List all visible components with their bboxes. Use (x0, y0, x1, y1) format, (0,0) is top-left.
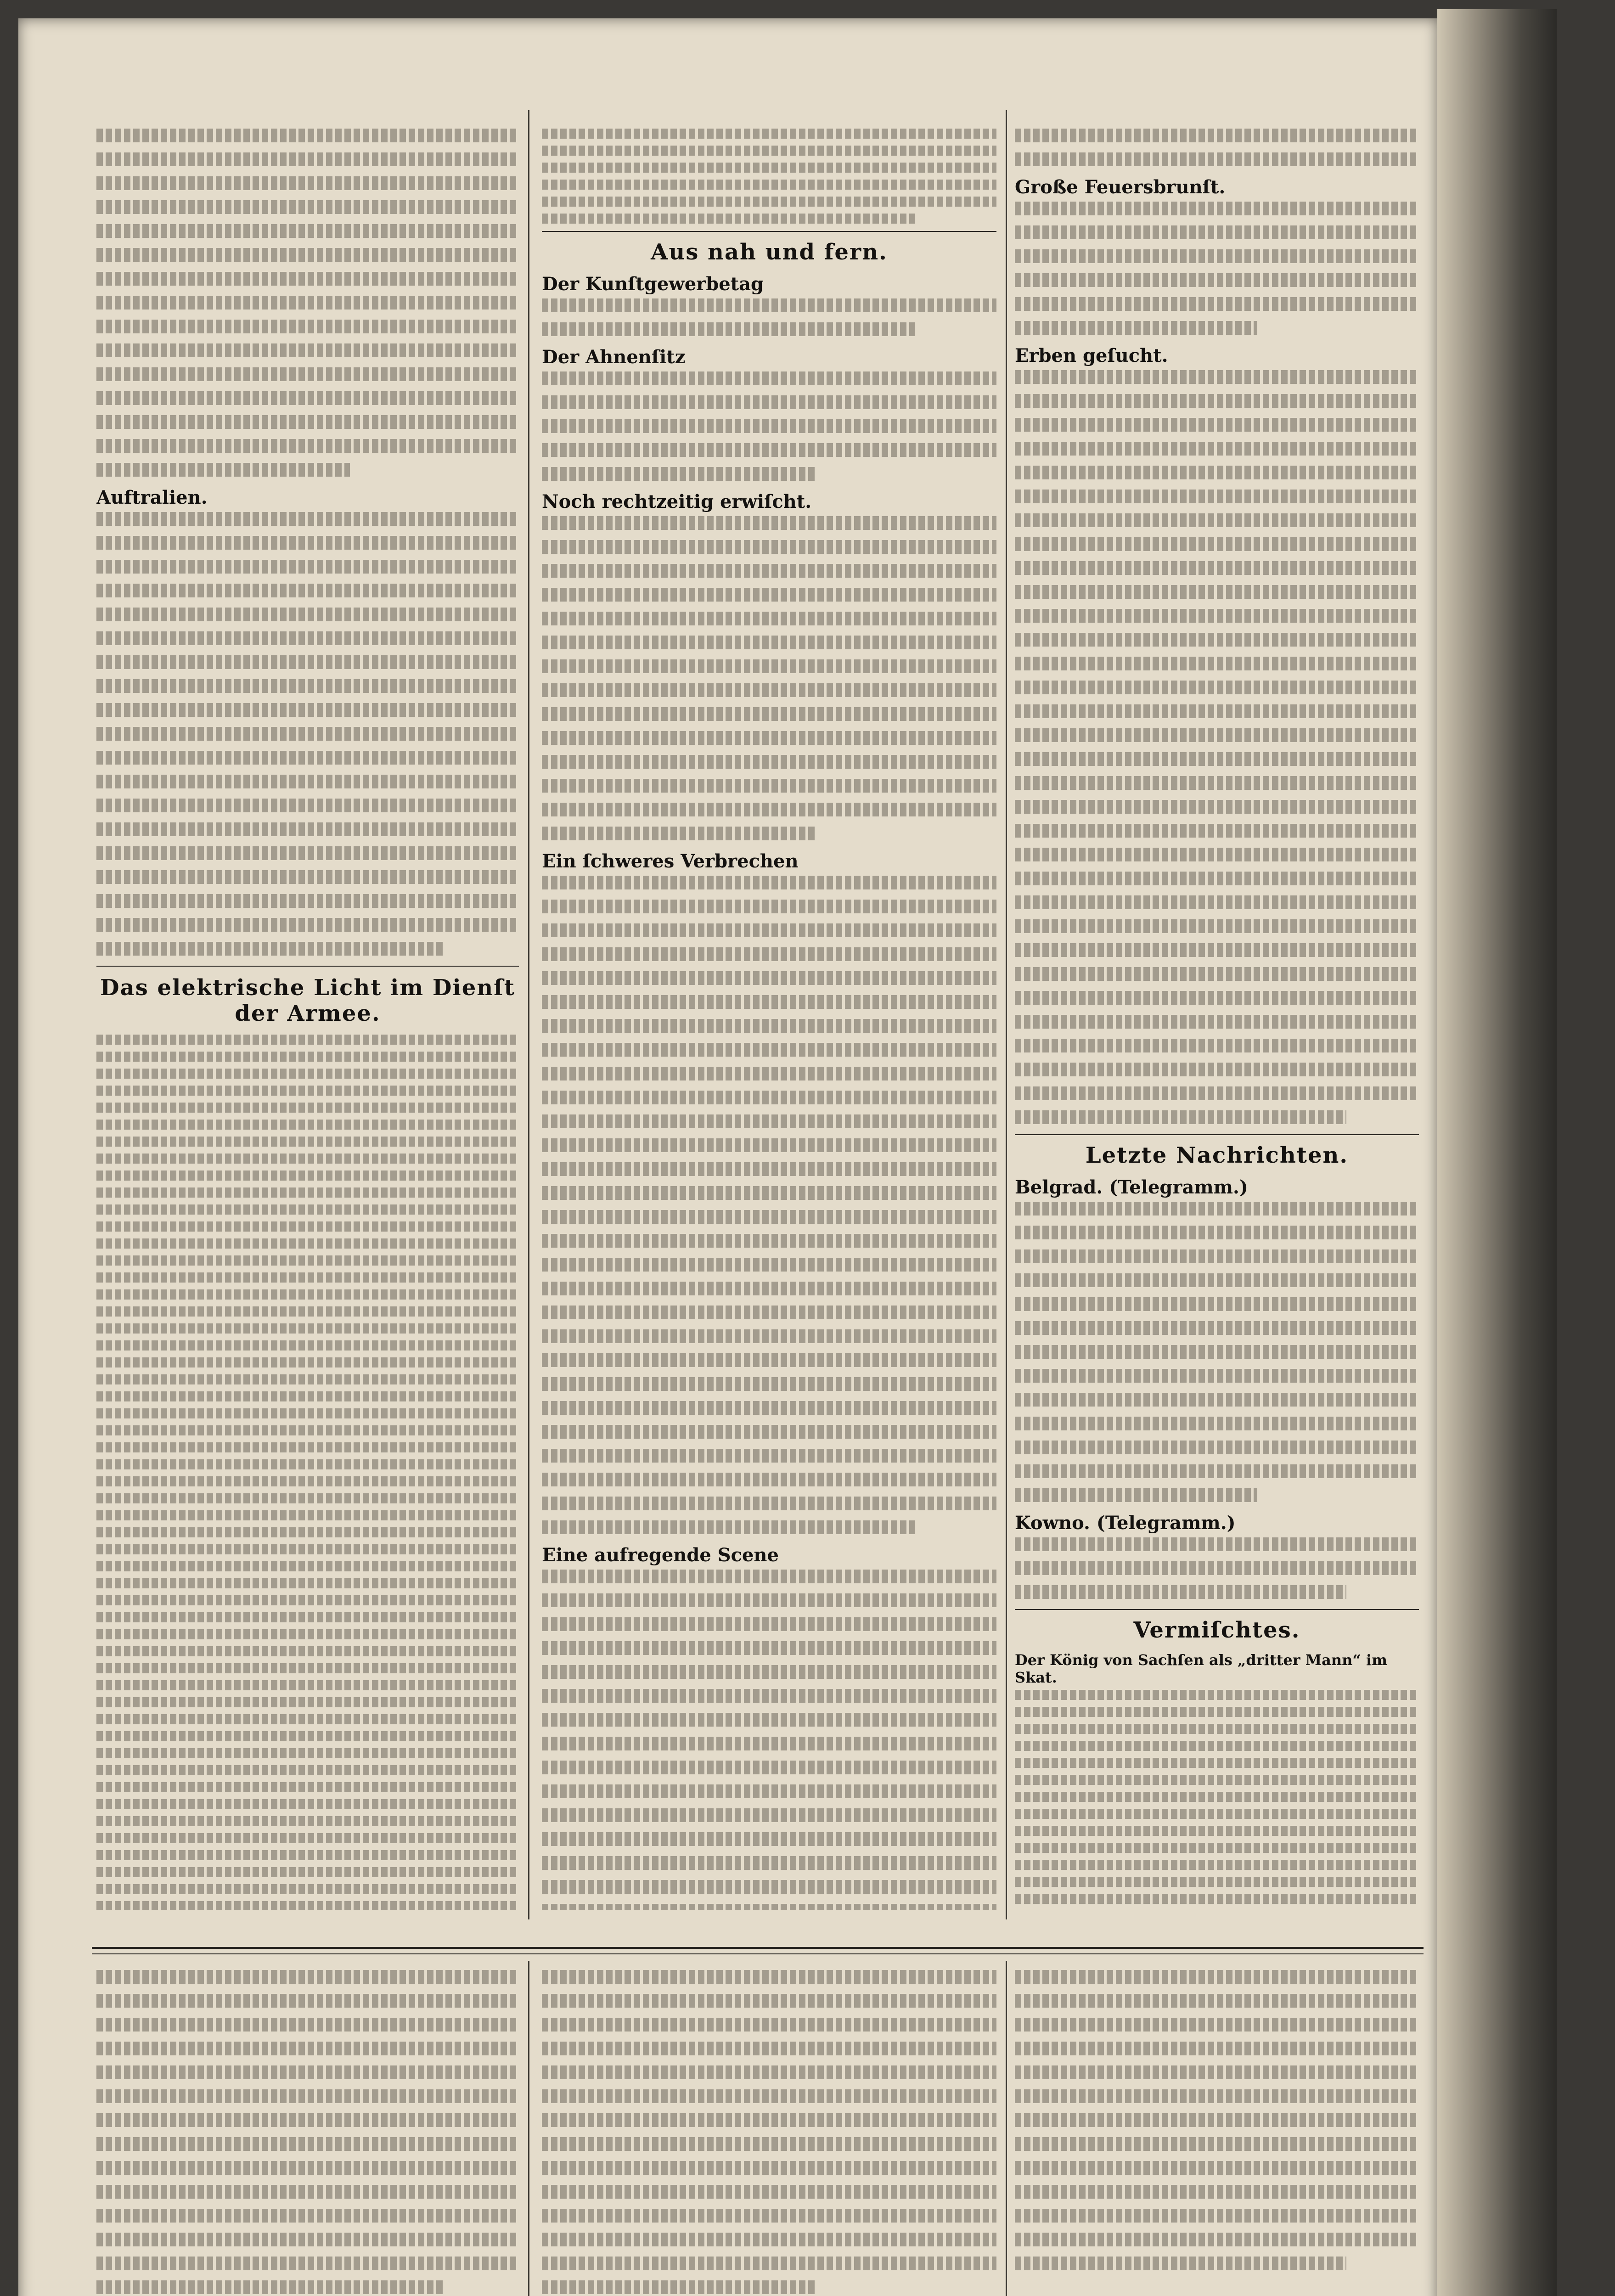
section-runin-australien: Auftralien. (96, 487, 208, 508)
story-text (96, 1970, 519, 2294)
article-text (96, 129, 519, 477)
section-rule (1015, 1609, 1419, 1610)
article-heading-vermischtes: Vermiſchtes. (1133, 1617, 1300, 1643)
section-runin-feuersbrunst: Große Feuersbrunſt. (1015, 176, 1226, 198)
section-rule (96, 966, 519, 967)
column-rule (1006, 1961, 1007, 2296)
article-text (542, 129, 996, 224)
article-text (542, 516, 996, 840)
article-text (1015, 1537, 1419, 1599)
section-runin-kowno: Kowno. (Telegramm.) (1015, 1512, 1236, 1534)
feuilleton-rule (92, 1953, 1424, 1954)
section-runin-aufregende-scene: Eine aufregende Scene (542, 1544, 779, 1566)
feuilleton-rule (92, 1947, 1424, 1949)
right-column (1015, 129, 1419, 1910)
article-text (1015, 202, 1419, 335)
article-text (542, 1570, 996, 1910)
article-heading-elektrische-licht: Das elektrische Licht im Dienſt der Armee. (100, 975, 515, 1026)
article-text (542, 371, 996, 481)
newspaper-page (18, 18, 1437, 2296)
section-runin-koenig-sachsen: Der König von Sachſen als „dritter Mann“ im Skat. (1015, 1651, 1387, 1686)
section-rule (542, 231, 996, 232)
article-text (96, 512, 519, 956)
article-text (96, 1035, 519, 1910)
feuilleton-middle-column (542, 1970, 996, 2296)
article-text (1015, 370, 1419, 1124)
section-rule (1015, 1134, 1419, 1135)
section-runin-erben-gesucht: Erben geſucht. (1015, 345, 1168, 366)
article-text (1015, 1202, 1419, 1502)
story-text (1015, 1970, 1419, 2270)
article-heading-aus-nah-und-fern: Aus nah und fern. (651, 239, 888, 265)
article-text (1015, 129, 1419, 166)
section-runin-verbrechen: Ein ſchweres Verbrechen (542, 850, 799, 872)
left-column (96, 129, 519, 1910)
article-text (542, 876, 996, 1534)
column-rule (1006, 110, 1007, 1919)
story-text (542, 1970, 996, 2294)
middle-column (542, 129, 996, 1910)
article-text (542, 298, 996, 336)
section-runin-kunstgewerbetag: Der Kunſtgewerbetag (542, 273, 764, 295)
section-runin-rechtzeitig: Noch rechtzeitig erwiſcht. (542, 491, 812, 512)
article-heading-letzte-nachrichten: Letzte Nachrichten. (1085, 1142, 1349, 1168)
column-rule (528, 110, 529, 1919)
column-rule (528, 1961, 529, 2296)
feuilleton-left-column (96, 1970, 519, 2296)
section-runin-ahnensitz: Der Ahnenſitz (542, 346, 686, 368)
section-runin-belgrad: Belgrad. (Telegramm.) (1015, 1176, 1248, 1198)
feuilleton-right-column (1015, 1970, 1419, 2296)
book-spine (1437, 9, 1557, 2296)
article-text (1015, 1690, 1419, 1910)
